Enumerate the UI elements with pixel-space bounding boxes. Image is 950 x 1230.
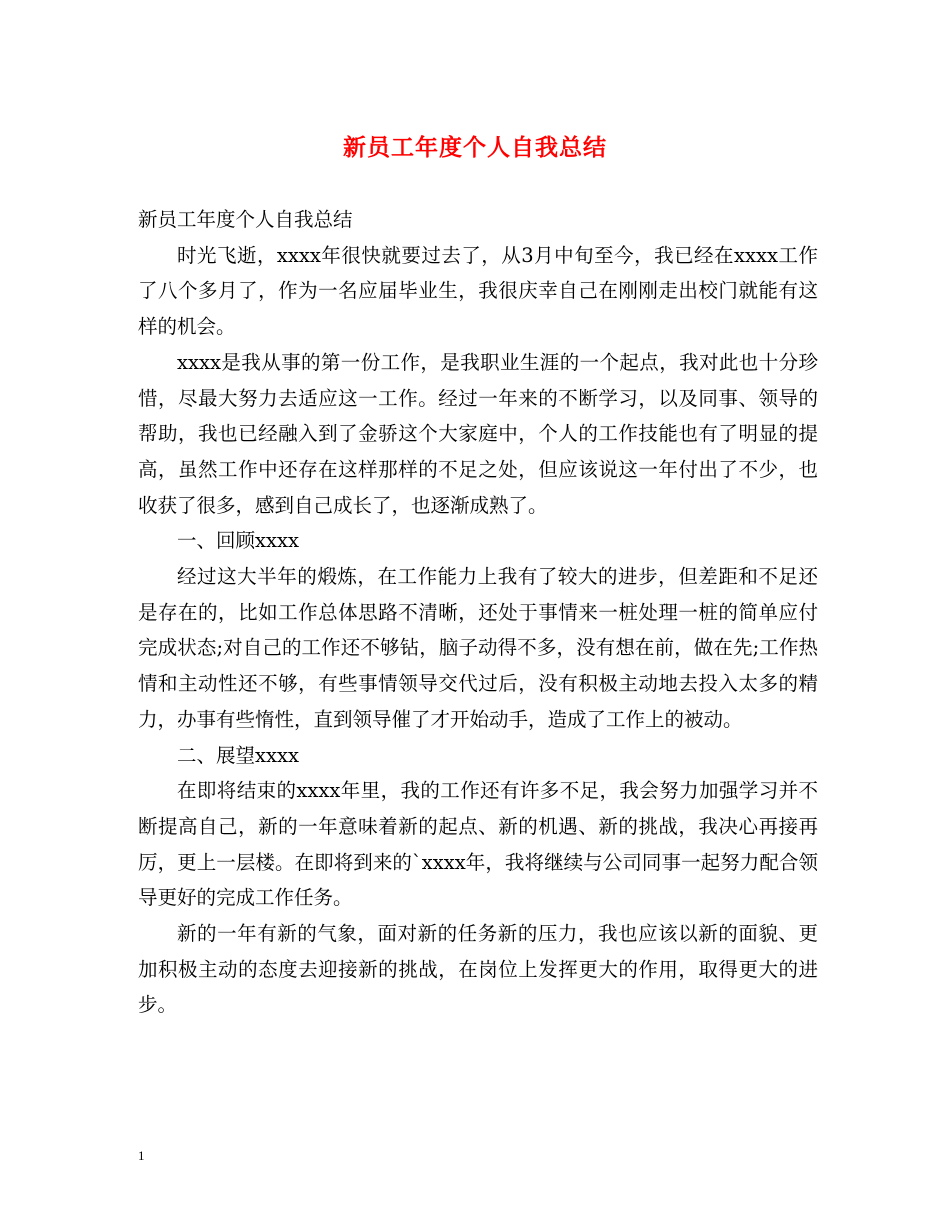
document-title: 新员工年度个人自我总结 [343,134,607,161]
paragraph-new-year: 新的一年有新的气象，面对新的任务新的压力，我也应该以新的面貌、更加积极主动的态度去迎接新的挑战，在岗位上发挥更大的作用，取得更大的进步。 [138,922,818,1017]
page-number: 1 [138,1148,145,1163]
section-heading-outlook: 二、展望xxxx [177,743,299,767]
body-heading: 新员工年度个人自我总结 [138,208,353,231]
section-heading-review: 一、回顾xxxx [177,529,299,553]
paragraph-intro: 时光飞逝，xxxx年很快就要过去了，从3月中旬至今，我已经在xxxx工作了八个多月了，作为一名应届毕业生，我很庆幸自己在刚刚走出校门就能有这样的机会。 [138,243,818,339]
document-body [138,202,818,1023]
paragraph-outlook: 在即将结束的xxxx年里，我的工作还有许多不足，我会努力加强学习并不断提高自己，新的一年意味着新的起点、新的机遇、新的挑战，我决心再接再厉，更上一层楼。在即将到来的`xxxx年，我将继续与公司同事一起努力配合领导更好的完成工作任务。 [138,779,818,910]
paragraph-first-job: xxxx是我从事的第一份工作，是我职业生涯的一个起点，我对此也十分珍惜，尽最大努力去适应这一工作。经过一年来的不断学习，以及同事、领导的帮助，我也已经融入到了金骄这个大家庭中，个人的工作技能也有了明显的提高，虽然工作中还存在这样那样的不足之处，但应该说这一年付出了不少，也收获了很多，感到自己成长了，也逐渐成熟了。 [138,350,818,517]
paragraph-review: 经过这大半年的煅炼，在工作能力上我有了较大的进步，但差距和不足还是存在的，比如工作总体思路不清晰，还处于事情来一桩处理一桩的简单应付完成状态;对自己的工作还不够钻，脑子动得不多，没有想在前，做在先;工作热情和主动性还不够，有些事情领导交代过后，没有积极主动地去投入太多的精力，办事有些惰性，直到领导催了才开始动手，造成了工作上的被动。 [138,565,818,731]
